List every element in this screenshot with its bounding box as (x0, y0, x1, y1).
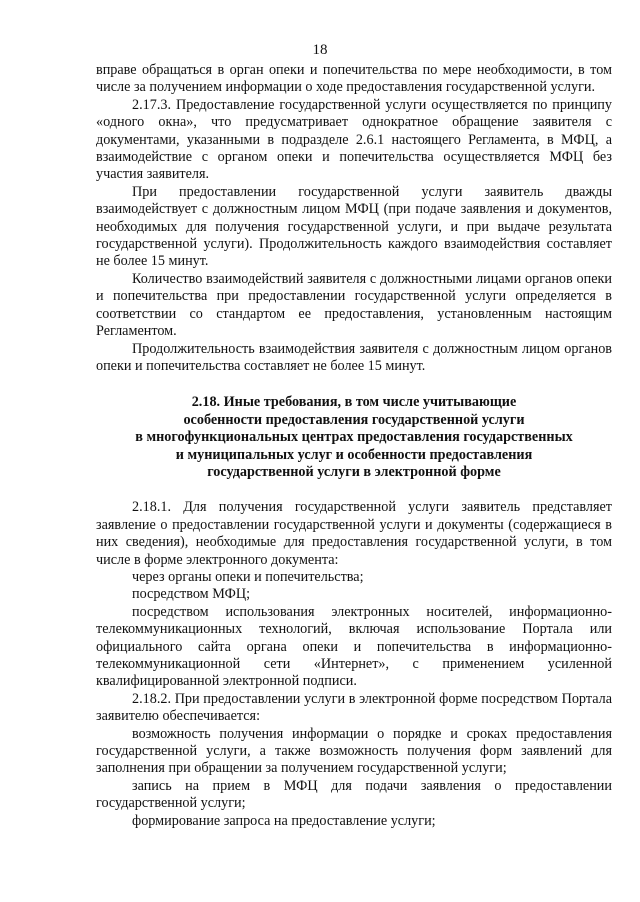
paragraph-2-18-2: 2.18.2. При предоставлении услуги в электронной форме посредством Портала заявителю обеспечивается: (96, 690, 612, 725)
paragraph-interaction-duration: Продолжительность взаимодействия заявителя с должностным лицом органов опеки и попечительства составляет не более 15 минут. (96, 340, 612, 374)
paragraph-continuation: вправе обращаться в орган опеки и попечительства по мере необходимости, в том числе за получением информации о ходе предоставления государственной услуги. (96, 62, 612, 96)
list-item: через органы опеки и попечительства; (132, 568, 364, 585)
paragraph-interaction-count: Количество взаимодействий заявителя с должностными лицами органов опеки и попечительства при предоставлении государственной услуги определяется в соответствии со стандартом ее предоставления, установленным настоящим Регламентом. (96, 270, 612, 340)
heading-line: 2.18. Иные требования, в том числе учитывающие (191, 394, 517, 411)
paragraph-interaction-mfc: При предоставлении государственной услуги заявитель дважды взаимодействует с должностным лицом МФЦ (при подаче заявления и документов, необходимых для получения государственной услуги, и при выдаче результата государственной услуги). Продолжительность каждого взаимодействия составляет не более 15 минут. (96, 183, 612, 270)
list-item: формирование запроса на предоставление услуги; (132, 812, 436, 829)
heading-line: в многофункциональных центрах предоставления государственных (135, 429, 573, 446)
list-item: запись на прием в МФЦ для подачи заявления о предоставлении государственной услуги; (96, 777, 612, 812)
heading-line: особенности предоставления государственной услуги (183, 411, 525, 428)
list-item: посредством использования электронных носителей, информационно-телекоммуникационных технологий, включая использование Портала или официального сайта органа опеки и попечительства в информационно-телекоммуникационной сети «Интернет», с применением усиленной квалифицированной электронной подписи. (96, 603, 612, 690)
list-item: посредством МФЦ; (132, 586, 251, 603)
section-heading-2-18 (96, 394, 612, 481)
heading-line: государственной услуги в электронной форме (207, 463, 501, 480)
heading-line: и муниципальных услуг и особенности предоставления (175, 446, 533, 463)
list-item: возможность получения информации о порядке и сроках предоставления государственной услуги, а также возможность получения форм заявлений для заполнения при обращении за получением государственной услуги; (96, 725, 612, 777)
paragraph-2-17-3: 2.17.3. Предоставление государственной услуги осуществляется по принципу «одного окна», что предусматривает однократное обращение заявителя с документами, указанными в подразделе 2.6.1 настоящего Регламента, в МФЦ, а взаимодействие с органом опеки и попечительства осуществляется МФЦ без участия заявителя. (96, 96, 612, 183)
page-number: 18 (312, 42, 328, 58)
paragraph-2-18-1: 2.18.1. Для получения государственной услуги заявитель представляет заявление о предоставлении государственной услуги и документы (содержащиеся в них сведения), необходимые для предоставления государственной услуги, в том числе в форме электронного документа: (96, 499, 612, 568)
document-body (96, 62, 612, 830)
